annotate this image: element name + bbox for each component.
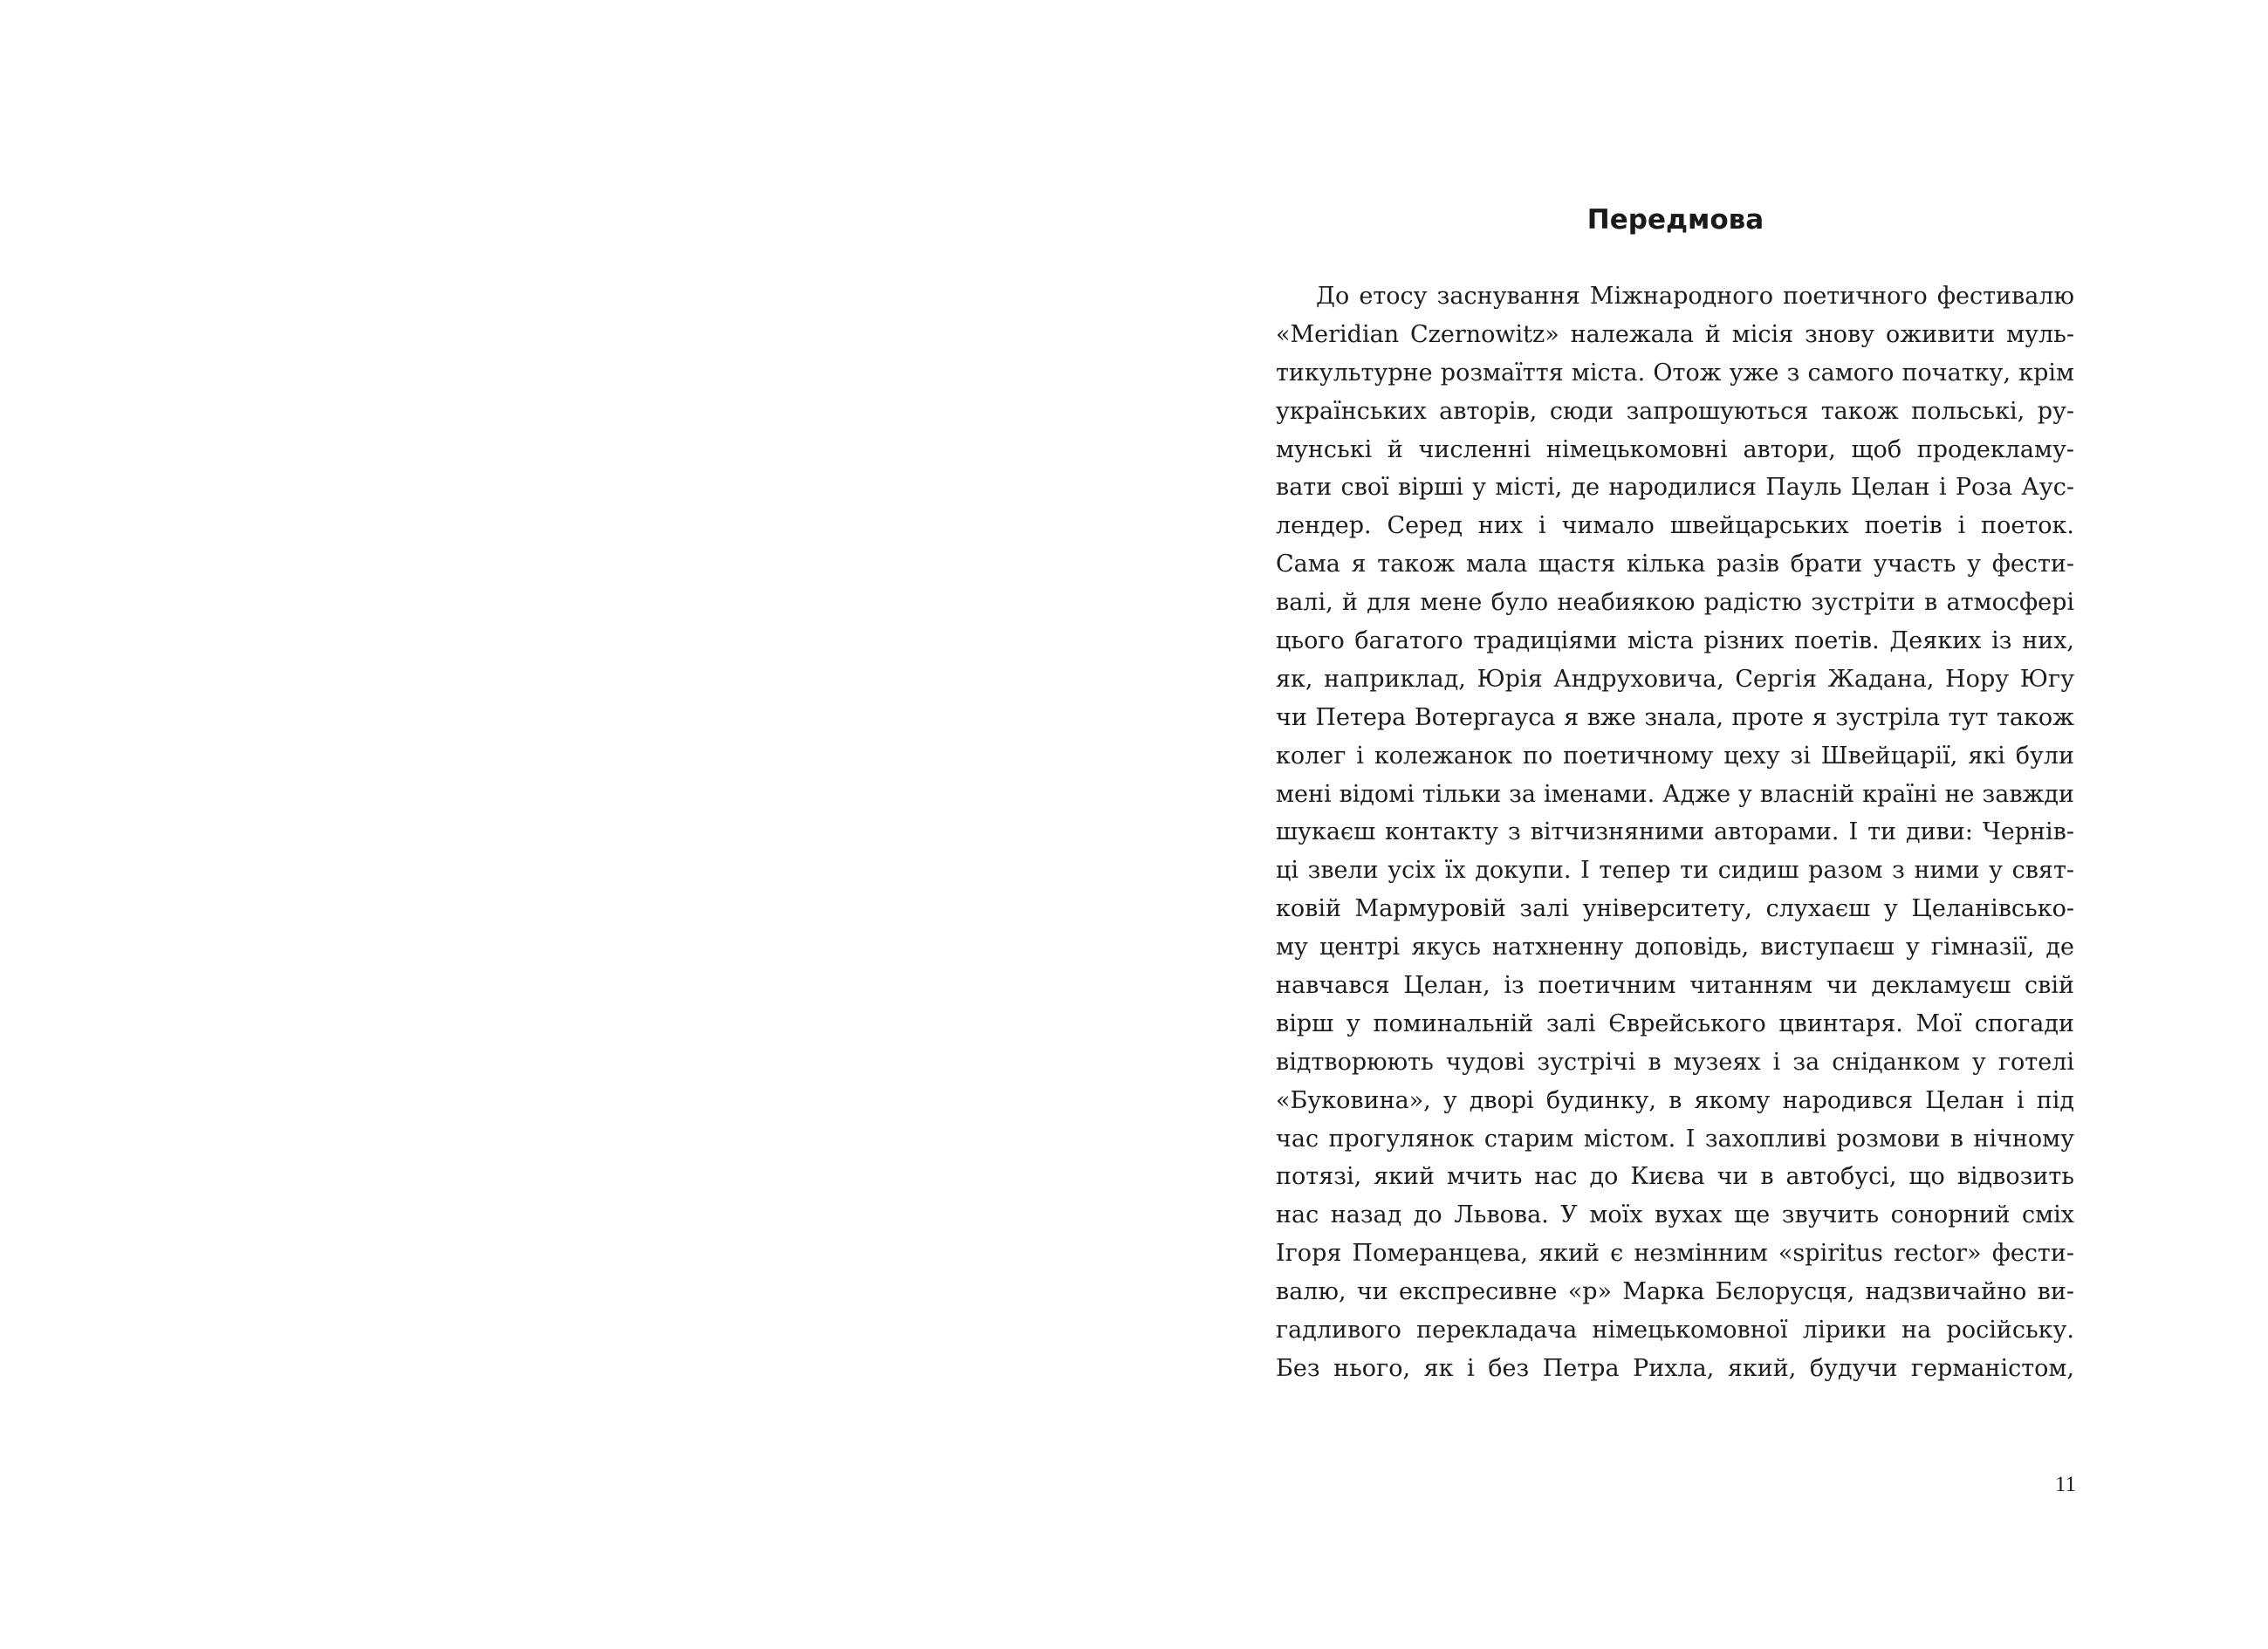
text-line: тикультурне розмаїття міста. Отож уже з самого початку, крім	[1276, 359, 2074, 387]
text-line: час прогулянок старим містом. І захопливі розмови в нічному	[1276, 1125, 2074, 1153]
text-line: лендер. Серед них і чимало швейцарських поетів і поеток.	[1276, 512, 2074, 540]
text-line: ковій Мармуровій залі університету, слухаєш у Целанівсько-	[1276, 895, 2074, 923]
text-line: вірш у поминальній залі Єврейського цвинтаря. Мої спогади	[1276, 1009, 2074, 1037]
text-line: «Meridian Czernowitz» належала й місія знову оживити муль-	[1276, 320, 2074, 348]
text-line: чи Петера Вотергауса я вже знала, проте я зустріла тут також	[1276, 703, 2074, 731]
text-line: вати свої вірші у місті, де народилися Пауль Целан і Роза Аус-	[1276, 474, 2074, 502]
text-line: валю, чи експресивне «р» Марка Бєлорусця, надзвичайно ви-	[1276, 1278, 2074, 1306]
text-line: шукаєш контакту з вітчизняними авторами. І ти диви: Чернів-	[1276, 818, 2074, 846]
text-line: мунські й численні німецькомовні автори, щоб продекламу-	[1276, 435, 2074, 463]
text-line: колег і колежанок по поетичному цеху зі Швейцарії, які були	[1276, 742, 2074, 770]
text-line: До етосу заснування Міжнародного поетичного фестивалю	[1316, 283, 2074, 310]
text-line: гадливого перекладача німецькомовної лірики на російську.	[1276, 1317, 2074, 1345]
body-paragraph	[1276, 277, 2074, 1388]
text-line: мені відомі тільки за іменами. Адже у власній країні не завжди	[1276, 780, 2074, 808]
text-line: «Буковина», у дворі будинку, в якому народився Целан і під	[1276, 1086, 2074, 1114]
page-number: 11	[2054, 1473, 2076, 1496]
text-line: навчався Целан, із поетичним читанням чи декламуєш свій	[1276, 972, 2074, 1000]
text-line: ці звели усіх їх докупи. І тепер ти сидиш разом з ними у свят-	[1276, 857, 2074, 885]
text-line: валі, й для мене було неабиякою радістю зустріти в атмосфері	[1276, 589, 2074, 617]
text-line: Сама я також мала щастя кілька разів брати участь у фести-	[1276, 551, 2074, 578]
chapter-heading: Передмова	[1586, 204, 1764, 236]
text-line: му центрі якусь натхненну доповідь, виступаєш у гімназії, де	[1276, 934, 2074, 961]
text-line: Без нього, як і без Петра Рихла, який, будучи германістом,	[1276, 1354, 2074, 1382]
text-line: українських авторів, сюди запрошуються також польські, ру-	[1276, 397, 2074, 425]
text-line: відтворюють чудові зустрічі в музеях і за сніданком у готелі	[1276, 1048, 2074, 1076]
text-line: цього багатого традиціями міста різних поетів. Деяких із них,	[1276, 627, 2074, 655]
text-line: як, наприклад, Юрія Андруховича, Сергія Жадана, Нору Югу	[1276, 665, 2074, 693]
text-line: потязі, який мчить нас до Києва чи в автобусі, що відвозить	[1276, 1163, 2074, 1191]
text-line: нас назад до Львова. У моїх вухах ще звучить сонорний сміх	[1276, 1201, 2074, 1229]
text-line: Ігоря Померанцева, який є незмінним «spiritus rector» фести-	[1276, 1240, 2074, 1268]
